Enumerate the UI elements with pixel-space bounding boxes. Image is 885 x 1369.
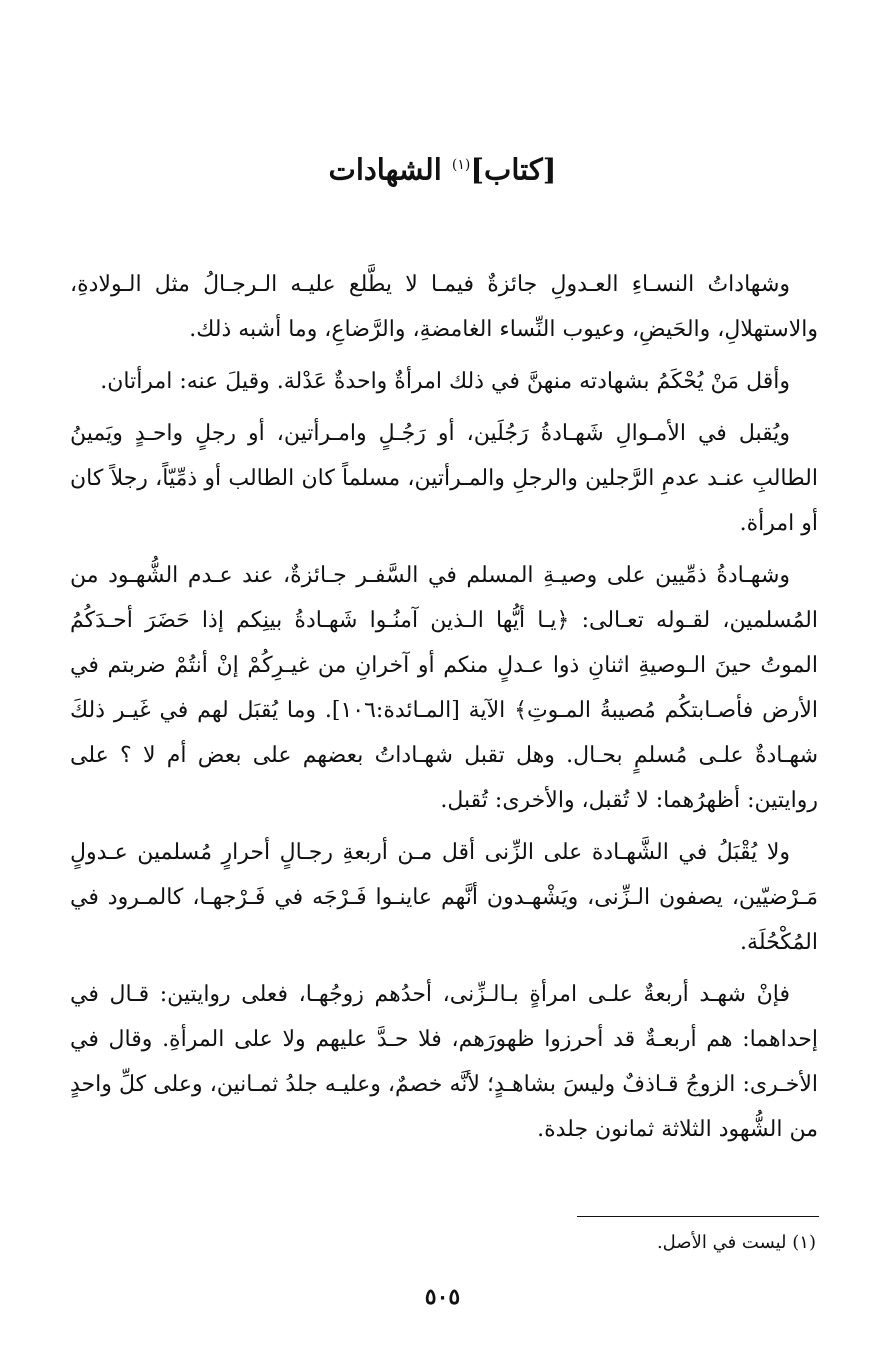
main-text	[70, 262, 818, 1159]
heading-title: الشهادات	[328, 152, 452, 187]
page-number: ٥٠٥	[424, 1284, 461, 1310]
footnote-marker: (١)	[451, 157, 471, 173]
paragraph-minimum-witness: وأقل مَنْ يُحْكَمُ بشهادته منهنَّ في ذلك امرأةٌ واحدةٌ عَدْلة. وقيلَ عنه: امرأتان.	[100, 369, 790, 394]
chapter-heading	[0, 140, 885, 195]
paragraph-dhimmi-testimony: وشهـادةُ ذمِّيين على وصيـةِ المسلم في السَّفـر جـائزةٌ، عند عـدم الشُّهـود من المُسلمين، لقـوله تعـالى: ﴿يـا أيُّها الـذين آمنُـوا شَهـادةُ بينِكم إذا حَضَرَ أحـدَكُمُ الموتُ حينَ الـوصيةِ اثنانِ ذوا عـدلٍ منكم أو آخرانِ من غيـرِكُمْ إنْ أنتُمْ ضربتم في الأرض فأصـابتكُم مُصيبةُ المـوتِ﴾ الآية [المـائدة:١٠٦]. وما يُقبَل لهم في غَيـر ذلكَ شهـادةٌ علـى مُسلمٍ بحـال. وهل تقبل شهـاداتُ بعضهم على بعض أم لا ؟ على روايتين: أظهرُهما: لا تُقبل، والأخرى: تُقبل.	[70, 563, 818, 813]
heading-book-label: [كتاب]	[470, 152, 557, 187]
footnote-divider	[577, 1216, 819, 1217]
paragraph-four-witnesses: فإنْ شهـد أربعةٌ علـى امرأةٍ بـالـزِّنى، أحدُهم زوجُهـا، فعلى روايتين: قـال في إحداهما: هم أربعـةٌ قد أحرزوا ظهورَهم، فلا حـدَّ عليهم ولا على المرأةِ. وقال في الأخـرى: الزوجُ قـاذفٌ وليسَ بشاهـدٍ؛ لأنَّه خصمٌ، وعليـه جلدُ ثمـانين، وعلى كلِّ واحدٍ من الشُّهود الثلاثة ثمانون جلدة.	[70, 982, 818, 1142]
paragraph-women-testimony: وشهاداتُ النسـاءِ العـدولِ جائزةٌ فيمـا لا يطَّلع عليـه الـرجـالُ مثل الـولادةِ، والاستهلالِ، والحَيضِ، وعيوب النِّساء الغامضةِ، والرَّضاعِ، وما أشبه ذلك.	[70, 272, 818, 342]
paragraph-zina-testimony: ولا يُقْبَلُ في الشَّهـادة على الزِّنى أقل مـن أربعةِ رجـالٍ أحرارٍ مُسلمين عـدولٍ مَـرْضيّين، يصفون الـزِّنى، ويَشْهـدون أنَّهم عاينـوا فَـرْجَه في فَـرْجهـا، كالمـرود في المُكْحُلَة.	[70, 840, 818, 955]
paragraph-property-testimony: ويُقبل في الأمـوالِ شَهـادةُ رَجُلَين، أو رَجُـلٍ وامـرأتين، أو رجلٍ واحـدٍ ويَمينُ الطالبِ عنـد عدمِ الرَّجلين والرجلِ والمـرأتين، مسلماً كان الطالب أو ذمِّيّاً، رجلاً كان أو امرأة.	[70, 421, 818, 536]
footnote: (١) ليست في الأصل.	[656, 1232, 816, 1253]
